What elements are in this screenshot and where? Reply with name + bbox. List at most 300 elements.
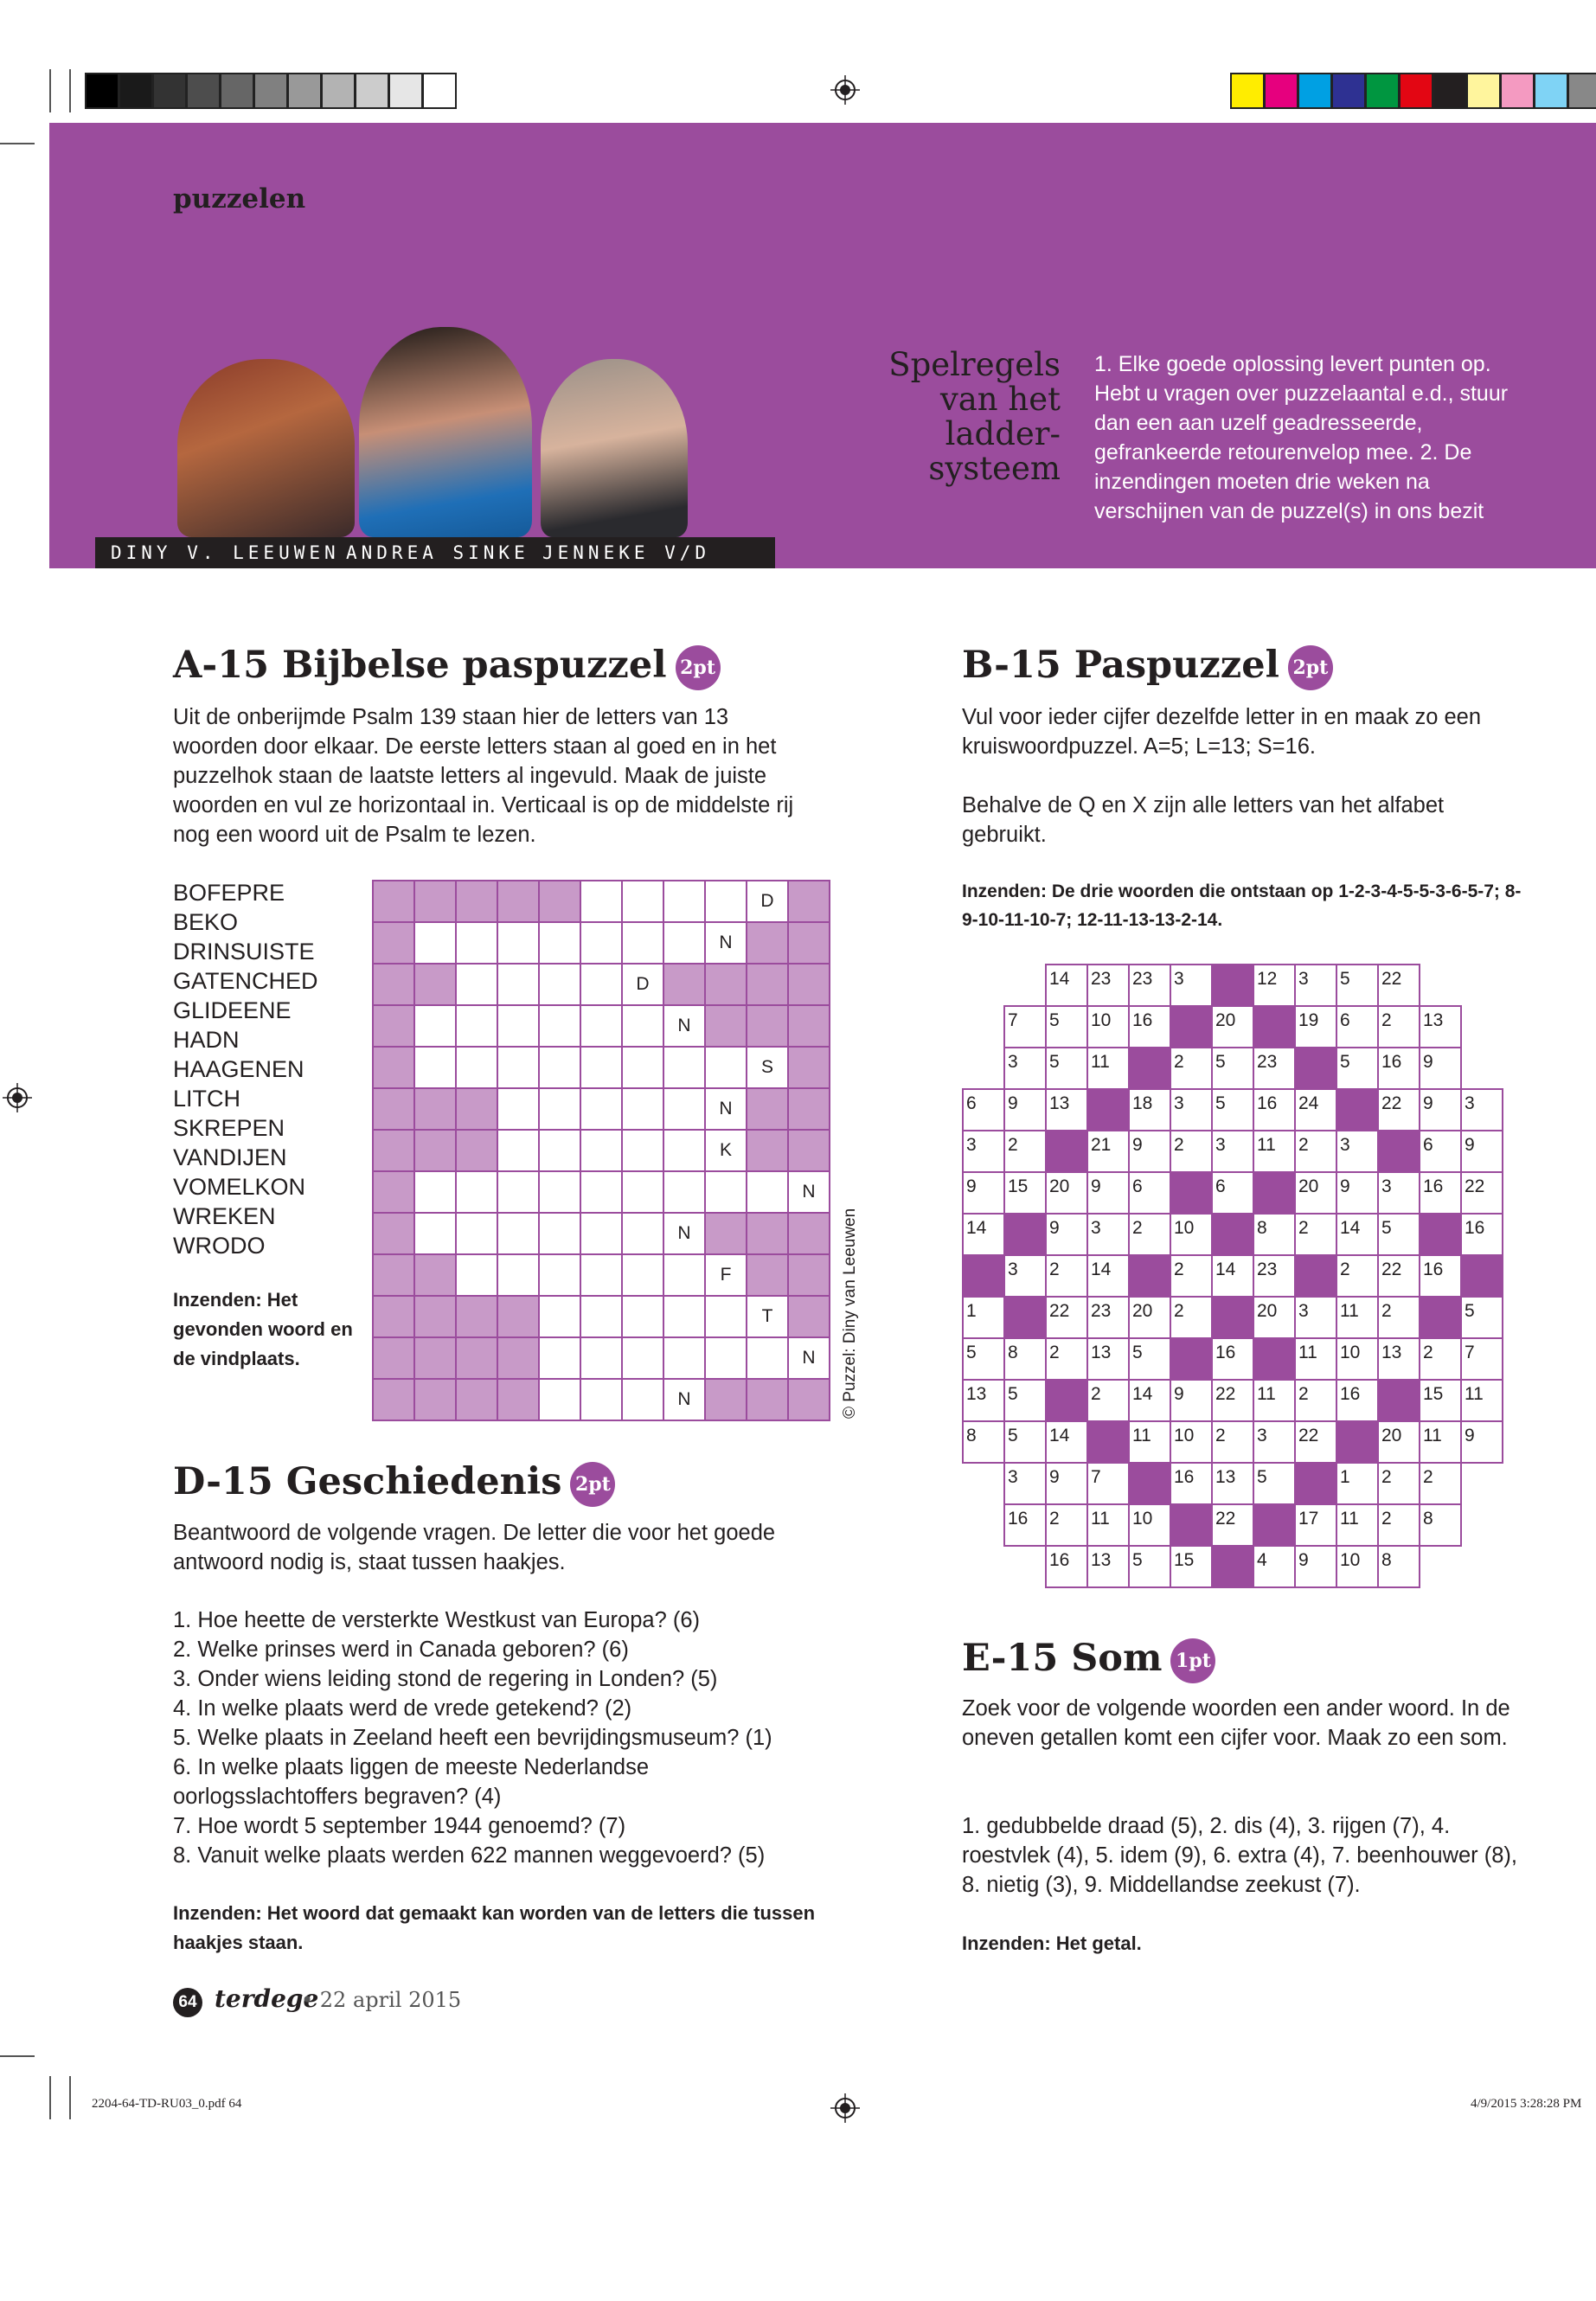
grid-cell (373, 1254, 414, 1296)
grid-cell[interactable] (414, 1213, 456, 1254)
grid-cell[interactable] (414, 922, 456, 964)
grid-cell[interactable]: 2 (1087, 1380, 1129, 1421)
grid-cell[interactable]: 9 (1170, 1380, 1212, 1421)
registration-mark-icon (3, 1083, 32, 1112)
grid-cell (1129, 1463, 1170, 1504)
grid-cell[interactable]: 16 (1046, 1546, 1087, 1587)
grid-cell[interactable]: 2 (1420, 1338, 1461, 1380)
grid-cell[interactable] (497, 964, 539, 1005)
grid-cell[interactable] (580, 1047, 622, 1088)
grid-cell[interactable]: 13 (1378, 1338, 1420, 1380)
grid-cell[interactable]: 3 (1295, 1297, 1336, 1338)
puzzle-d-questions (173, 1606, 839, 1870)
grid-cell[interactable] (705, 881, 747, 922)
grid-cell[interactable] (456, 964, 497, 1005)
grid-cell[interactable]: 16 (1420, 1255, 1461, 1297)
grid-cell[interactable] (580, 1337, 622, 1379)
grid-cell[interactable]: 23 (1129, 965, 1170, 1006)
grid-cell[interactable]: 3 (1004, 1255, 1046, 1297)
grid-cell[interactable] (705, 1171, 747, 1213)
grid-cell[interactable]: 11 (1295, 1338, 1336, 1380)
grid-cell[interactable] (539, 1254, 580, 1296)
grid-cell[interactable]: 2 (1170, 1048, 1212, 1089)
grid-cell (1046, 1131, 1087, 1172)
grid-cell[interactable] (539, 922, 580, 964)
grid-cell (1004, 1214, 1046, 1255)
grid-cell (414, 1337, 456, 1379)
grid-cell[interactable]: 3 (1087, 1214, 1129, 1255)
calibration-swatch (152, 73, 187, 109)
word-list-item: SKREPEN (173, 1115, 285, 1141)
grid-cell[interactable]: 2 (1378, 1006, 1420, 1048)
grid-cell[interactable]: 20 (1378, 1421, 1420, 1463)
grid-cell[interactable]: 7 (1087, 1463, 1129, 1504)
grid-cell[interactable]: 2 (1046, 1255, 1087, 1297)
calibration-swatch (186, 73, 221, 109)
grid-cell[interactable]: 5 (1212, 1089, 1253, 1131)
calibration-swatch (1399, 73, 1433, 109)
grid-cell[interactable]: 16 (1170, 1463, 1212, 1504)
grid-cell[interactable] (580, 1296, 622, 1337)
grid-cell[interactable]: 6 (1212, 1172, 1253, 1214)
grid-cell[interactable]: 20 (1046, 1172, 1087, 1214)
grid-cell[interactable]: 13 (1212, 1463, 1253, 1504)
crop-mark (49, 69, 51, 112)
grid-cell (1170, 1338, 1212, 1380)
grid-cell[interactable]: 16 (1378, 1048, 1420, 1089)
calibration-swatch (85, 73, 119, 109)
grid-cell[interactable]: D (622, 964, 663, 1005)
grid-cell[interactable]: 9 (1004, 1089, 1046, 1131)
grid-cell[interactable] (622, 922, 663, 964)
puzzle-e-intro: Zoek voor de volgende woorden een ander woord. In de oneven getallen komt een cijfer voor. Maak zo een som. (962, 1696, 1510, 1750)
grid-cell[interactable] (622, 1379, 663, 1420)
grid-cell[interactable] (622, 1213, 663, 1254)
grid-cell[interactable]: 23 (1087, 1297, 1129, 1338)
grid-cell[interactable] (622, 1088, 663, 1130)
grid-cell[interactable]: 3 (1170, 965, 1212, 1006)
grid-cell[interactable]: 5 (1253, 1463, 1295, 1504)
grid-cell[interactable]: 3 (1253, 1421, 1295, 1463)
grid-cell (373, 1379, 414, 1420)
grid-cell[interactable]: D (747, 881, 788, 922)
grid-cell[interactable]: 22 (1378, 1255, 1420, 1297)
grid-cell (497, 1296, 539, 1337)
grid-cell[interactable]: 15 (1004, 1172, 1046, 1214)
grid-cell (747, 1379, 788, 1420)
grid-cell (1295, 1048, 1336, 1089)
grid-cell[interactable] (497, 1171, 539, 1213)
grid-cell[interactable]: 2 (1004, 1131, 1046, 1172)
grid-cell[interactable]: 9 (1295, 1546, 1336, 1587)
grid-cell[interactable]: 8 (1420, 1504, 1461, 1546)
grid-cell[interactable] (663, 1171, 705, 1213)
grid-cell[interactable]: 6 (1336, 1006, 1378, 1048)
grid-cell (747, 964, 788, 1005)
grid-cell[interactable] (747, 1171, 788, 1213)
grid-cell[interactable]: 11 (1336, 1297, 1378, 1338)
grid-cell[interactable]: 2 (1420, 1463, 1461, 1504)
grid-cell[interactable] (663, 1296, 705, 1337)
grid-cell[interactable] (580, 964, 622, 1005)
grid-cell (1170, 1006, 1212, 1048)
grid-cell[interactable]: 2 (1212, 1421, 1253, 1463)
grid-cell[interactable]: 16 (1253, 1089, 1295, 1131)
grid-cell[interactable]: K (705, 1130, 747, 1171)
grid-cell[interactable]: 14 (1336, 1214, 1378, 1255)
grid-cell[interactable] (497, 922, 539, 964)
grid-cell[interactable]: 3 (1378, 1172, 1420, 1214)
grid-cell[interactable]: 9 (1046, 1214, 1087, 1255)
grid-cell[interactable] (622, 881, 663, 922)
grid-cell (1004, 1546, 1046, 1587)
grid-cell[interactable] (456, 1254, 497, 1296)
grid-cell[interactable]: 2 (1046, 1504, 1087, 1546)
grid-cell (705, 964, 747, 1005)
grid-cell[interactable] (622, 1130, 663, 1171)
calibration-swatch (287, 73, 322, 109)
grid-cell[interactable]: 6 (1420, 1131, 1461, 1172)
grid-cell[interactable]: 23 (1253, 1255, 1295, 1297)
grid-cell[interactable]: 21 (1087, 1131, 1129, 1172)
author-name: DINY V. LEEUWEN (111, 542, 340, 563)
grid-cell[interactable] (705, 1047, 747, 1088)
grid-cell[interactable]: 14 (1129, 1380, 1170, 1421)
grid-cell[interactable]: 16 (1004, 1504, 1046, 1546)
grid-cell[interactable]: 14 (963, 1214, 1004, 1255)
grid-cell[interactable]: 12 (1253, 965, 1295, 1006)
grid-cell[interactable]: 6 (963, 1089, 1004, 1131)
grid-cell[interactable]: 24 (1295, 1089, 1336, 1131)
grid-cell[interactable] (622, 1047, 663, 1088)
grid-cell[interactable] (497, 1213, 539, 1254)
grid-cell[interactable] (622, 1337, 663, 1379)
grid-cell (414, 964, 456, 1005)
grid-cell (1420, 1546, 1461, 1587)
grid-cell[interactable]: 5 (1378, 1214, 1420, 1255)
grid-cell[interactable]: 9 (1129, 1131, 1170, 1172)
grid-cell[interactable]: N (663, 1005, 705, 1047)
grid-cell[interactable]: 20 (1212, 1006, 1253, 1048)
grid-cell[interactable]: 13 (963, 1380, 1004, 1421)
grid-cell[interactable]: 22 (1378, 965, 1420, 1006)
grid-cell[interactable] (705, 1296, 747, 1337)
grid-cell[interactable]: 3 (1295, 965, 1336, 1006)
grid-cell[interactable]: 18 (1129, 1089, 1170, 1131)
grid-cell[interactable]: 3 (1212, 1131, 1253, 1172)
grid-cell[interactable]: 17 (1295, 1504, 1336, 1546)
grid-cell (1087, 1089, 1129, 1131)
grid-cell[interactable] (497, 1005, 539, 1047)
grid-cell[interactable]: N (663, 1213, 705, 1254)
grid-cell[interactable]: 16 (1461, 1214, 1503, 1255)
grid-cell[interactable]: 10 (1336, 1546, 1378, 1587)
grid-cell[interactable] (747, 1337, 788, 1379)
grid-cell[interactable]: 22 (1295, 1421, 1336, 1463)
grid-cell[interactable]: 9 (1336, 1172, 1378, 1214)
grid-cell[interactable]: 3 (1170, 1089, 1212, 1131)
grid-cell[interactable]: N (788, 1337, 830, 1379)
grid-cell[interactable] (414, 1005, 456, 1047)
points-badge: 2pt (676, 645, 721, 690)
grid-cell (1336, 1421, 1378, 1463)
grid-cell[interactable]: 2 (1336, 1255, 1378, 1297)
grid-cell[interactable]: 20 (1295, 1172, 1336, 1214)
grid-cell[interactable]: 16 (1420, 1172, 1461, 1214)
grid-cell (1253, 1338, 1295, 1380)
grid-cell[interactable] (663, 1088, 705, 1130)
grid-cell[interactable] (539, 964, 580, 1005)
grid-cell[interactable]: 22 (1461, 1172, 1503, 1214)
grid-cell[interactable]: 10 (1336, 1338, 1378, 1380)
grid-cell[interactable]: 10 (1129, 1504, 1170, 1546)
grid-cell[interactable] (539, 1130, 580, 1171)
crop-mark (0, 2055, 35, 2057)
grid-cell (747, 1130, 788, 1171)
grid-cell[interactable]: 5 (1129, 1338, 1170, 1380)
grid-cell[interactable]: 8 (1004, 1338, 1046, 1380)
grid-cell[interactable] (456, 1047, 497, 1088)
calibration-swatch (321, 73, 356, 109)
grid-cell[interactable]: 2 (1378, 1463, 1420, 1504)
grid-cell (747, 1254, 788, 1296)
calibration-swatch (1298, 73, 1332, 109)
grid-cell[interactable]: N (705, 1088, 747, 1130)
grid-cell[interactable] (580, 1005, 622, 1047)
grid-cell[interactable]: 1 (1336, 1463, 1378, 1504)
grid-cell (373, 1213, 414, 1254)
grid-cell[interactable]: 14 (1046, 965, 1087, 1006)
grid-cell (1336, 1089, 1378, 1131)
grid-cell[interactable] (539, 1171, 580, 1213)
grid-cell[interactable]: 11 (1129, 1421, 1170, 1463)
page-number: 64 (173, 1988, 202, 2017)
puzzle-a-word-list (173, 878, 318, 1260)
grid-cell[interactable] (705, 1337, 747, 1379)
grid-cell[interactable]: 22 (1212, 1504, 1253, 1546)
grid-cell[interactable] (663, 881, 705, 922)
grid-cell[interactable] (497, 1047, 539, 1088)
grid-cell[interactable] (456, 1213, 497, 1254)
grid-cell[interactable]: F (705, 1254, 747, 1296)
grid-cell[interactable]: 16 (1336, 1380, 1378, 1421)
grid-cell[interactable] (456, 1171, 497, 1213)
grid-cell[interactable] (580, 1254, 622, 1296)
grid-cell[interactable]: 3 (1461, 1089, 1503, 1131)
grid-cell[interactable]: 5 (1129, 1546, 1170, 1587)
grid-cell[interactable] (663, 1047, 705, 1088)
puzzle-b-intro: Vul voor ieder cijfer dezelfde letter in en maak zo een kruiswoordpuzzel. A=5; L=13; S=16. (962, 705, 1482, 759)
grid-cell[interactable] (580, 881, 622, 922)
grid-cell[interactable]: 1 (963, 1297, 1004, 1338)
grid-cell[interactable] (622, 1254, 663, 1296)
grid-cell (963, 1255, 1004, 1297)
grid-cell[interactable]: 3 (1336, 1131, 1378, 1172)
crop-mark (0, 143, 35, 144)
grid-cell[interactable]: 15 (1420, 1380, 1461, 1421)
grid-cell[interactable] (622, 1296, 663, 1337)
grid-cell[interactable] (497, 1130, 539, 1171)
grid-cell[interactable]: 11 (1420, 1421, 1461, 1463)
calibration-swatch (1466, 73, 1501, 109)
grid-cell[interactable]: 10 (1170, 1421, 1212, 1463)
grid-cell (497, 881, 539, 922)
grid-cell (1420, 1297, 1461, 1338)
grid-cell[interactable]: 2 (1170, 1255, 1212, 1297)
points-badge: 1pt (1170, 1638, 1215, 1683)
grid-cell[interactable] (456, 922, 497, 964)
grid-cell[interactable]: 23 (1253, 1048, 1295, 1089)
grid-cell[interactable]: 11 (1461, 1380, 1503, 1421)
puzzle-d-title: D-15 Geschiedenis 2pt (173, 1460, 615, 1507)
grid-cell[interactable]: N (705, 922, 747, 964)
grid-cell[interactable]: 5 (1004, 1421, 1046, 1463)
grid-cell[interactable]: 2 (1378, 1297, 1420, 1338)
grid-cell[interactable] (663, 922, 705, 964)
grid-cell[interactable]: 5 (1461, 1297, 1503, 1338)
grid-cell (1253, 1172, 1295, 1214)
grid-cell[interactable]: 7 (1461, 1338, 1503, 1380)
grid-cell[interactable]: 8 (963, 1421, 1004, 1463)
grid-cell[interactable] (663, 1130, 705, 1171)
grid-cell (414, 1088, 456, 1130)
grid-cell[interactable]: 9 (1420, 1089, 1461, 1131)
grid-cell[interactable] (456, 1005, 497, 1047)
grid-cell[interactable]: 11 (1087, 1048, 1129, 1089)
grid-cell[interactable]: 8 (1253, 1214, 1295, 1255)
grid-cell[interactable]: 16 (1129, 1006, 1170, 1048)
grid-cell[interactable] (539, 1337, 580, 1379)
grid-cell[interactable]: 11 (1087, 1504, 1129, 1546)
grid-cell[interactable] (497, 1088, 539, 1130)
grid-cell[interactable] (539, 1213, 580, 1254)
grid-cell (1420, 965, 1461, 1006)
grid-cell[interactable]: 11 (1336, 1504, 1378, 1546)
author-names-bar (95, 537, 775, 594)
grid-cell (788, 922, 830, 964)
grid-cell[interactable] (414, 1047, 456, 1088)
grid-cell[interactable]: S (747, 1047, 788, 1088)
grid-cell[interactable] (414, 1171, 456, 1213)
grid-cell[interactable] (580, 1213, 622, 1254)
grid-cell[interactable]: 20 (1253, 1297, 1295, 1338)
grid-cell[interactable]: 23 (1087, 965, 1129, 1006)
grid-cell[interactable] (497, 1254, 539, 1296)
grid-cell[interactable]: 5 (1336, 1048, 1378, 1089)
grid-cell[interactable]: 13 (1046, 1089, 1087, 1131)
grid-cell[interactable] (663, 1337, 705, 1379)
grid-cell[interactable] (580, 1379, 622, 1420)
grid-cell[interactable] (539, 1005, 580, 1047)
grid-cell[interactable]: 5 (1046, 1006, 1087, 1048)
grid-cell[interactable] (539, 1088, 580, 1130)
grid-cell[interactable] (580, 922, 622, 964)
grid-cell[interactable] (539, 1047, 580, 1088)
grid-cell[interactable]: T (747, 1296, 788, 1337)
grid-cell[interactable] (580, 1171, 622, 1213)
grid-cell[interactable]: 14 (1212, 1255, 1253, 1297)
grid-cell[interactable]: N (788, 1171, 830, 1213)
grid-cell[interactable]: 5 (963, 1338, 1004, 1380)
grid-cell[interactable]: 19 (1295, 1006, 1336, 1048)
grid-cell[interactable]: 2 (1170, 1297, 1212, 1338)
grid-cell[interactable] (539, 1296, 580, 1337)
grid-cell[interactable]: 5 (1046, 1048, 1087, 1089)
grid-cell (539, 881, 580, 922)
grid-cell[interactable] (580, 1088, 622, 1130)
grid-cell[interactable]: 5 (1004, 1380, 1046, 1421)
grid-cell[interactable]: 6 (1129, 1172, 1170, 1214)
grid-cell[interactable]: 22 (1378, 1089, 1420, 1131)
grid-cell (788, 1296, 830, 1337)
grid-cell[interactable]: 9 (1087, 1172, 1129, 1214)
grid-cell (414, 1379, 456, 1420)
grid-cell[interactable]: 9 (1461, 1421, 1503, 1463)
grid-cell[interactable] (622, 1171, 663, 1213)
grid-cell[interactable]: 5 (1336, 965, 1378, 1006)
grid-cell (1004, 965, 1046, 1006)
grid-cell[interactable]: 2 (1046, 1338, 1087, 1380)
grid-cell[interactable]: 2 (1295, 1214, 1336, 1255)
grid-cell[interactable] (580, 1130, 622, 1171)
grid-cell[interactable]: 2 (1295, 1131, 1336, 1172)
grid-cell[interactable]: 11 (1253, 1380, 1295, 1421)
grid-cell[interactable]: 2 (1170, 1131, 1212, 1172)
grid-cell[interactable]: 13 (1087, 1338, 1129, 1380)
slug-left: 2204-64-TD-RU03_0.pdf 64 (92, 2097, 242, 2111)
grid-cell[interactable]: 2 (1378, 1504, 1420, 1546)
grid-cell[interactable]: 10 (1170, 1214, 1212, 1255)
issue-date: • 22 april 2015 (301, 1988, 462, 2012)
grid-cell[interactable]: 9 (1046, 1463, 1087, 1504)
grid-cell[interactable]: 9 (1461, 1131, 1503, 1172)
grid-cell[interactable]: 22 (1046, 1297, 1087, 1338)
grid-cell[interactable]: 4 (1253, 1546, 1295, 1587)
question-item: 1. Hoe heette de versterkte Westkust van Europa? (6) (173, 1608, 701, 1632)
grid-cell[interactable]: 8 (1378, 1546, 1420, 1587)
grid-cell[interactable]: 3 (1004, 1463, 1046, 1504)
grid-cell[interactable]: 9 (1420, 1048, 1461, 1089)
grid-cell[interactable]: 15 (1170, 1546, 1212, 1587)
grid-cell[interactable]: 14 (1087, 1255, 1129, 1297)
grid-cell[interactable]: 14 (1046, 1421, 1087, 1463)
grid-cell (963, 1048, 1004, 1089)
grid-cell[interactable] (663, 1254, 705, 1296)
grid-cell[interactable]: 2 (1129, 1214, 1170, 1255)
grid-cell (1170, 1172, 1212, 1214)
grid-cell[interactable]: 3 (1004, 1048, 1046, 1089)
grid-cell[interactable]: N (663, 1379, 705, 1420)
grid-cell[interactable]: 22 (1212, 1380, 1253, 1421)
grid-cell (497, 1379, 539, 1420)
grid-cell[interactable]: 2 (1295, 1380, 1336, 1421)
grid-cell (788, 1130, 830, 1171)
grid-cell[interactable]: 16 (1212, 1338, 1253, 1380)
grid-cell[interactable]: 7 (1004, 1006, 1046, 1048)
grid-cell[interactable]: 3 (963, 1131, 1004, 1172)
grid-cell[interactable]: 9 (963, 1172, 1004, 1214)
grid-cell[interactable]: 13 (1087, 1546, 1129, 1587)
grid-cell[interactable]: 13 (1420, 1006, 1461, 1048)
grid-cell[interactable]: 10 (1087, 1006, 1129, 1048)
grid-cell[interactable]: 11 (1253, 1131, 1295, 1172)
points-badge: 2pt (1288, 645, 1333, 690)
grid-cell[interactable]: 5 (1212, 1048, 1253, 1089)
grid-cell[interactable] (622, 1005, 663, 1047)
grid-cell[interactable] (539, 1379, 580, 1420)
grid-cell[interactable]: 20 (1129, 1297, 1170, 1338)
question-item: 8. Vanuit welke plaats werden 622 mannen weggevoerd? (5) (173, 1843, 766, 1868)
